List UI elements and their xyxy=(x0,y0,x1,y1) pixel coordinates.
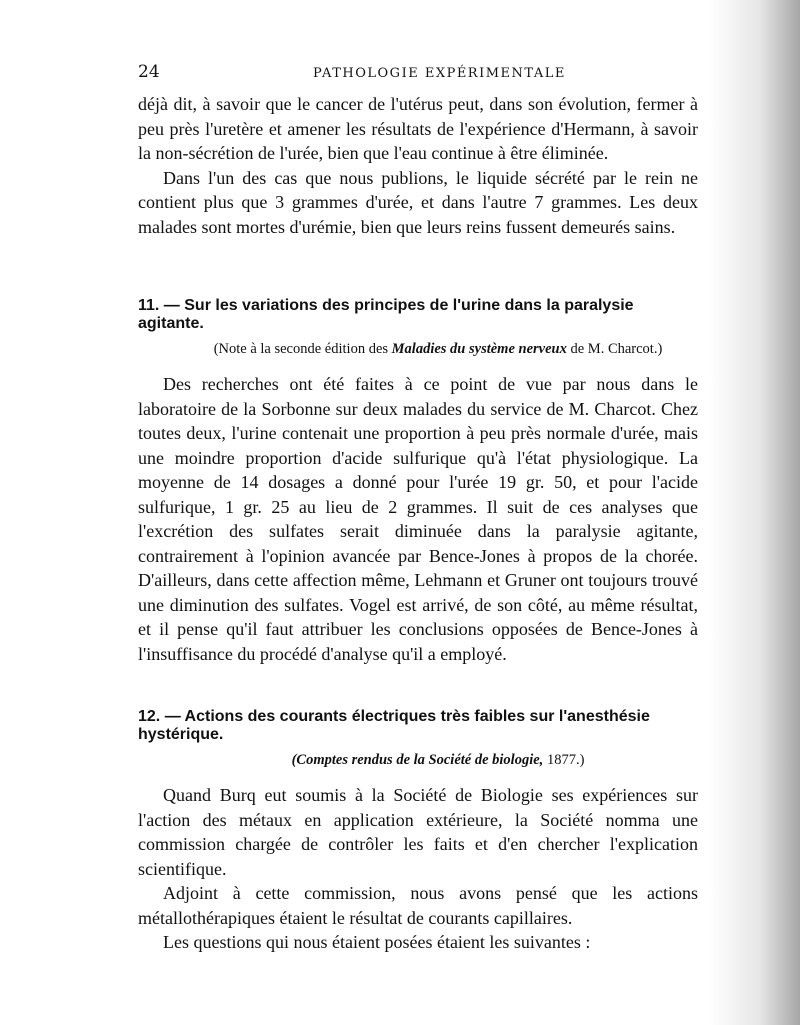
section-12-paragraph-3: Les questions qui nous étaient posées étaient les suivantes : xyxy=(163,932,591,952)
running-header xyxy=(138,62,698,82)
section-12-paragraph-2: Adjoint à cette commission, nous avons pensé que les actions métallothérapiques étaient le résultat de courants capillaires. xyxy=(138,883,698,928)
section-11-note-after: de M. Charcot.) xyxy=(570,341,663,357)
page-number: 24 xyxy=(138,62,160,82)
intro-paragraph-2: Dans l'un des cas que nous publions, le liquide sécrété par le rein ne contient plus que 3 grammes d'urée, et dans l'autre 7 grammes. Les deux malades sont mortes d'urémie, bien que leurs reins fussent demeurés sains. xyxy=(138,167,698,237)
section-11-paragraph: Des recherches ont été faites à ce point de vue par nous dans le laboratoire de la Sorbonne sur deux malades du service de M. Charcot. Chez toutes deux, l'urine contenait une proportion à peu près normale d'urée, mais une moindre proportion d'acide sulfurique qu'à l'état physiologique. La moyenne de 14 dosages a donné pour l'urée 19 gr. 50, et pour l'acide sulfurique, 1 gr. 25 au lieu de 2 grammes. Il suit de ces analyses que l'excrétion des sulfates serait diminuée dans la paralysie agitante, contrairement à l'opinion avancée par Bence-Jones à propos de la chorée. D'ailleurs, dans cette affection même, Lehmann et Gruner ont toujours trouvé une diminution des sulfates. Vogel est arrivé, de son côté, au même résultat, et il pense qu'il faut attribuer les conclusions opposées de Bence-Jones à l'insuffisance du procédé d'analyse qu'il a employé. xyxy=(138,374,698,664)
page xyxy=(138,62,698,955)
section-11-title: 11. — Sur les variations des principes de l'urine dans la paralysie agitante. xyxy=(138,297,634,332)
section-11-note xyxy=(138,341,698,358)
section-12-note xyxy=(138,752,698,769)
page-edge-shadow xyxy=(710,0,800,1025)
section-11-note-before: (Note à la seconde édition des xyxy=(213,341,389,357)
section-12-note-italic: (Comptes rendus de la Société de biologie, xyxy=(291,752,544,768)
section-12-paragraph-1: Quand Burq eut soumis à la Société de Biologie ses expériences sur l'action des métaux en application extérieure, la Société nomma une commission chargée de contrôler les faits et d'en chercher l'explication scientifique. xyxy=(138,785,698,879)
section-12-title: 12. — Actions des courants électriques très faibles sur l'anesthésie hystérique. xyxy=(138,708,650,743)
running-title: PATHOLOGIE EXPÉRIMENTALE xyxy=(313,66,566,81)
section-12-note-after: 1877.) xyxy=(546,752,585,768)
section-11-note-italic: Maladies du système nerveux xyxy=(391,341,567,357)
intro-paragraph-1: déjà dit, à savoir que le cancer de l'utérus peut, dans son évolution, fermer à peu près l'uretère et amener les résultats de l'expérience d'Hermann, à savoir la non-sécrétion de l'urée, bien que l'eau continue à être éliminée. xyxy=(138,94,698,163)
